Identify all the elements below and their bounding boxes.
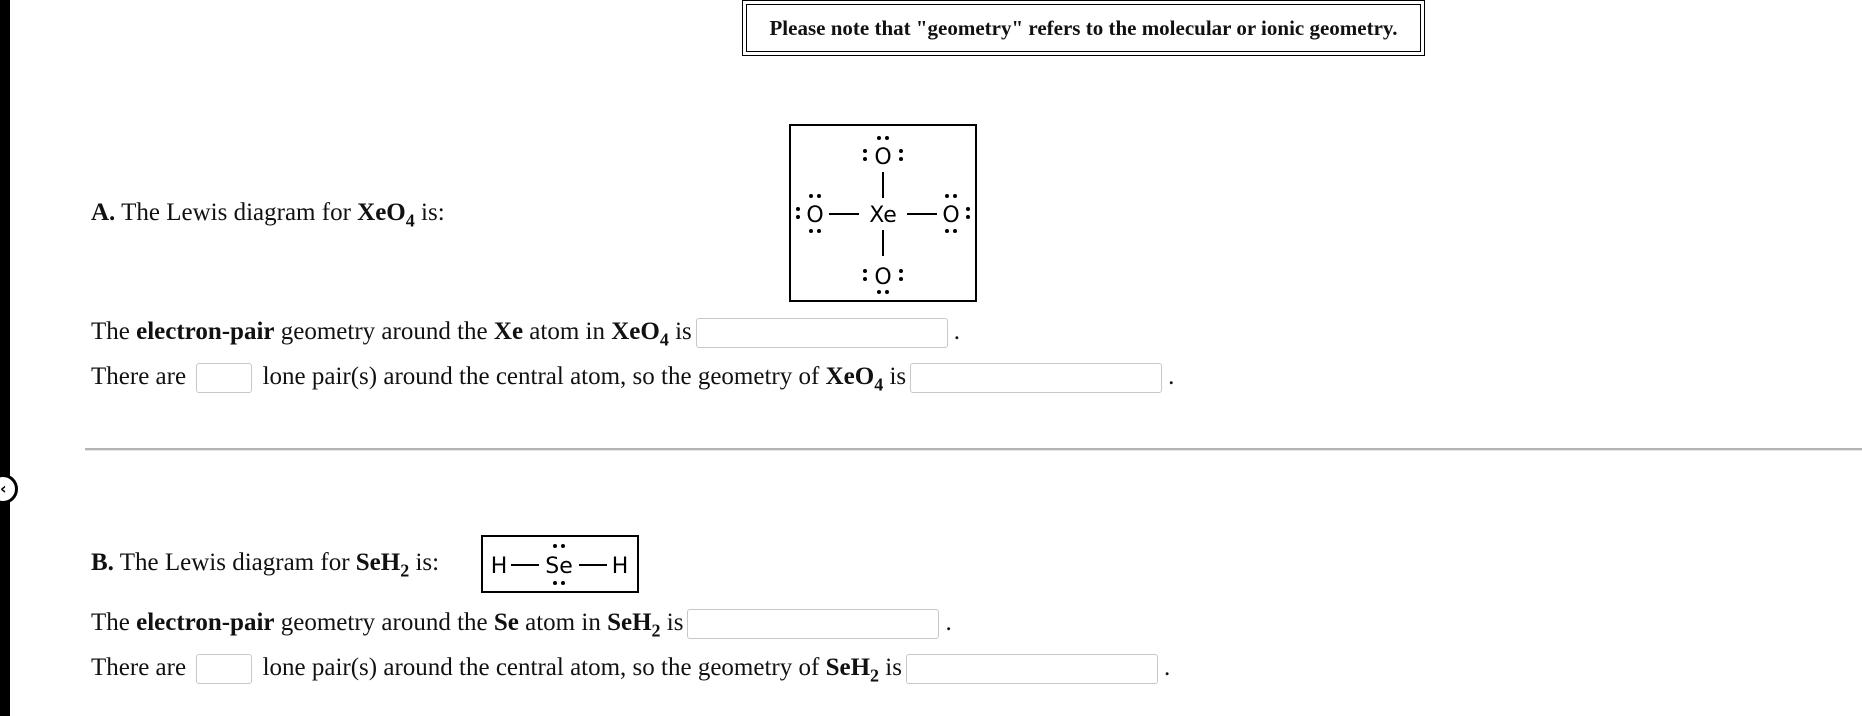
lewis-right-hydrogen: H xyxy=(611,554,629,579)
left-edge-bar xyxy=(0,0,10,716)
lewis-top-oxygen: O xyxy=(874,145,892,170)
part-a-label: A. xyxy=(91,199,116,226)
seh2-molecular-geometry-input[interactable] xyxy=(906,654,1158,684)
lewis-center-selenium: Se xyxy=(545,554,573,579)
lewis-diagram-seh2 xyxy=(481,535,639,593)
geometry-note-text: Please note that "geometry" refers to the molecular or ionic geometry. xyxy=(746,4,1421,52)
lewis-center-xenon: Xe xyxy=(869,203,897,228)
part-a-intro: A. The Lewis diagram for XeO$_4$ is: xyxy=(91,199,445,231)
geometry-note xyxy=(742,0,1425,56)
xeo4-lone-pair-count-input[interactable] xyxy=(196,363,252,393)
xeo4-molecular-geometry-input[interactable] xyxy=(910,363,1162,393)
part-b-intro: B. The Lewis diagram for SeH$_2$ is: xyxy=(91,549,440,581)
lewis-diagram-xeo4 xyxy=(789,124,977,302)
lewis-bottom-oxygen: O xyxy=(874,265,892,290)
seh2-lone-pair-count-input[interactable] xyxy=(196,654,252,684)
part-a-question-2: There are lone pair(s) around the central atom, so the geometry of XeO$_4$ is . xyxy=(91,363,1175,395)
part-b-question-1: The electron-pair geometry around the Se atom in SeH$_2$ is . xyxy=(91,609,952,641)
lewis-left-oxygen: O xyxy=(806,203,824,228)
collapse-arrow-button[interactable] xyxy=(0,474,18,504)
section-divider xyxy=(85,448,1862,451)
part-b-label: B. xyxy=(91,549,114,576)
seh2-electron-pair-geometry-input[interactable] xyxy=(687,609,939,639)
lewis-right-oxygen: O xyxy=(942,203,960,228)
xeo4-electron-pair-geometry-input[interactable] xyxy=(696,318,948,348)
part-b-question-2: There are lone pair(s) around the central atom, so the geometry of SeH$_2$ is . xyxy=(91,654,1171,686)
chevron-left-icon: ‹ xyxy=(0,479,7,498)
part-a-question-1: The electron-pair geometry around the Xe atom in XeO$_4$ is . xyxy=(91,318,961,350)
lewis-left-hydrogen: H xyxy=(490,554,508,579)
